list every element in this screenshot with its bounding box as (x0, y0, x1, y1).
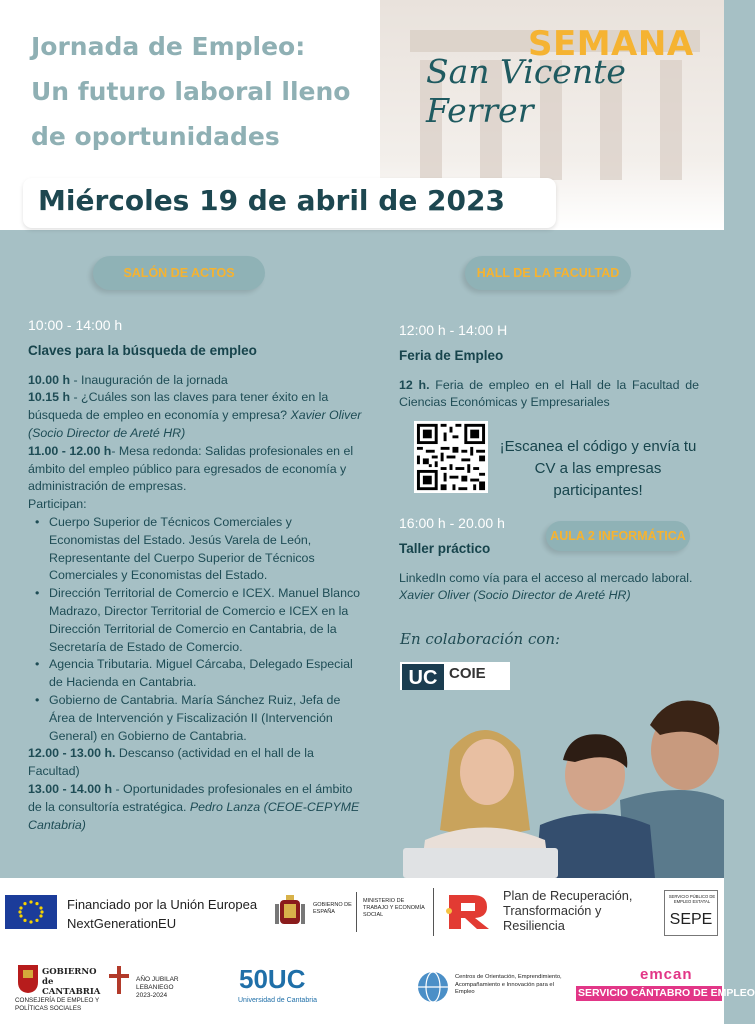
gobierno-espana-label: GOBIERNO DE ESPAÑA (313, 902, 352, 915)
emcan-banner: SERVICIO CÁNTABRO DE EMPLEO (578, 987, 755, 999)
emcan-logo: emcan (640, 966, 693, 983)
afternoon-session (399, 515, 699, 605)
san-vicente-ferrer-label: San Vicente Ferrer (426, 52, 626, 130)
eu-funding-line1: Financiado por la Unión Europea (67, 897, 258, 912)
students-photo (395, 690, 724, 878)
participant-item: • Gobierno de Cantabria. María Sánchez Ruiz, Jefa de Área de Intervención y Fiscalización II (Intervención General) en Gobierno de Cantabria. (28, 692, 364, 745)
title-line: Un futuro laboral lleno (31, 77, 351, 106)
qr-code[interactable] (414, 421, 488, 493)
spain-coat-of-arms-icon (274, 894, 306, 930)
agenda-item: LinkedIn como vía para el acceso al mercado laboral. (399, 570, 693, 585)
globe-icon (416, 970, 450, 1004)
participant-item: • Dirección Territorial de Comercio e ICEX. Manuel Blanco Madrazo, Director Territorial de Comercio e ICEX en la Dirección Territorial de Comercio en Cantabria, de la Secretaría de Estado de Comercio. (28, 585, 364, 656)
venue-badge-salon: SALÓN DE ACTOS (93, 256, 265, 290)
title-line: de oportunidades (31, 122, 280, 151)
semana-label: SEMANA (528, 24, 694, 64)
session-time: 10:00 - 14:00 h (28, 317, 123, 333)
session-time: 12:00 h - 14:00 H (399, 322, 508, 338)
eu-flag-icon (5, 895, 57, 929)
jubilar-cross-icon (106, 964, 132, 996)
plan-recuperacion-label: Plan de Recuperación, Transformación y Resiliencia (503, 888, 633, 933)
eu-funding-line2: NextGenerationEU (67, 916, 177, 931)
coie-logo: COIE (449, 665, 486, 682)
partners-footer (0, 950, 755, 1024)
session-heading: Claves para la búsqueda de empleo (28, 342, 257, 358)
gobierno-cantabria-label: GOBIERNO de CANTABRIA (42, 967, 101, 997)
plan-recuperacion-icon (445, 891, 493, 931)
agenda-item: 11.00 - 12.00 h- Mesa redonda: Salidas profesionales en el ámbito del empleo público para egresados de economía y administración de empresas. (28, 443, 354, 494)
sepe-logo: SERVICIO PÚBLICO DE EMPLEO ESTATAL SEPE (664, 890, 718, 936)
consejeria-label: CONSEJERÍA DE EMPLEO Y POLÍTICAS SOCIALES (15, 997, 100, 1012)
agenda-item: 13.00 - 14.00 h - Oportunidades profesionales en el ámbito de la consultoría estratégica. Pedro Lanza (CEOE-CEPYME Cantabria) (28, 781, 360, 832)
ministerio-label: MINISTERIO DE TRABAJO Y ECONOMÍA SOCIAL (363, 898, 425, 918)
agenda-item: 12 h. Feria de empleo en el Hall de la Facultad de Ciencias Económicas y Empresariales (399, 377, 699, 410)
50uc-subtitle: Universidad de Cantabria (238, 997, 317, 1004)
program-right-column (399, 322, 699, 412)
agenda-item: 10.00 h - Inauguración de la jornada (28, 372, 228, 387)
ano-jubilar-label: AÑO JUBILAR LEBANIEGO 2023-2024 (136, 976, 179, 999)
50uc-logo: 50UC (239, 964, 306, 994)
venue-badge-aula: AULA 2 INFORMÁTICA (546, 521, 690, 551)
participants-list (28, 514, 364, 745)
centros-orientacion-label: Centros de Orientación, Emprendimiento, Acompañamiento e Innovación para el Empleo (455, 974, 562, 995)
cantabria-shield-icon (17, 964, 39, 994)
session-time: 16:00 h - 20.00 h (399, 515, 505, 531)
date-banner (23, 178, 556, 228)
funding-footer (0, 878, 724, 950)
collaboration-label: En colaboración con: (400, 630, 561, 648)
program-left-column (28, 317, 364, 834)
agenda-item: 10.15 h - ¿Cuáles son las claves para tener éxito en la búsqueda de empleo en economía y empresa? Xavier Oliver (Socio Director de Areté HR) (28, 390, 362, 440)
agenda-item: 12.00 - 13.00 h. Descanso (actividad en el hall de la Facultad) (28, 746, 314, 779)
event-date: Miércoles 19 de abril de 2023 (38, 184, 505, 217)
participant-item: • Cuerpo Superior de Técnicos Comerciales y Economistas del Estado. Jesús Varela de León, Representante del Cuerpo Superior de Técnicos Comerciales y Economistas del Estado. (28, 514, 364, 585)
session-heading: Taller práctico (399, 540, 491, 556)
venue-badge-hall: HALL DE LA FACULTAD (465, 256, 631, 290)
uc-logo: UC (402, 664, 444, 704)
speaker: Xavier Oliver (Socio Director de Areté HR) (399, 588, 631, 603)
title-line: Jornada de Empleo: (31, 32, 306, 61)
qr-instructions: ¡Escanea el código y envía tu CV a las empresas participantes! (499, 438, 697, 499)
event-title (31, 24, 411, 159)
participants-label: Participan: (28, 497, 87, 512)
participant-item: • Agencia Tributaria. Miguel Cárcaba, Delegado Especial de Hacienda en Cantabria. (28, 656, 364, 692)
session-heading: Feria de Empleo (399, 347, 504, 363)
